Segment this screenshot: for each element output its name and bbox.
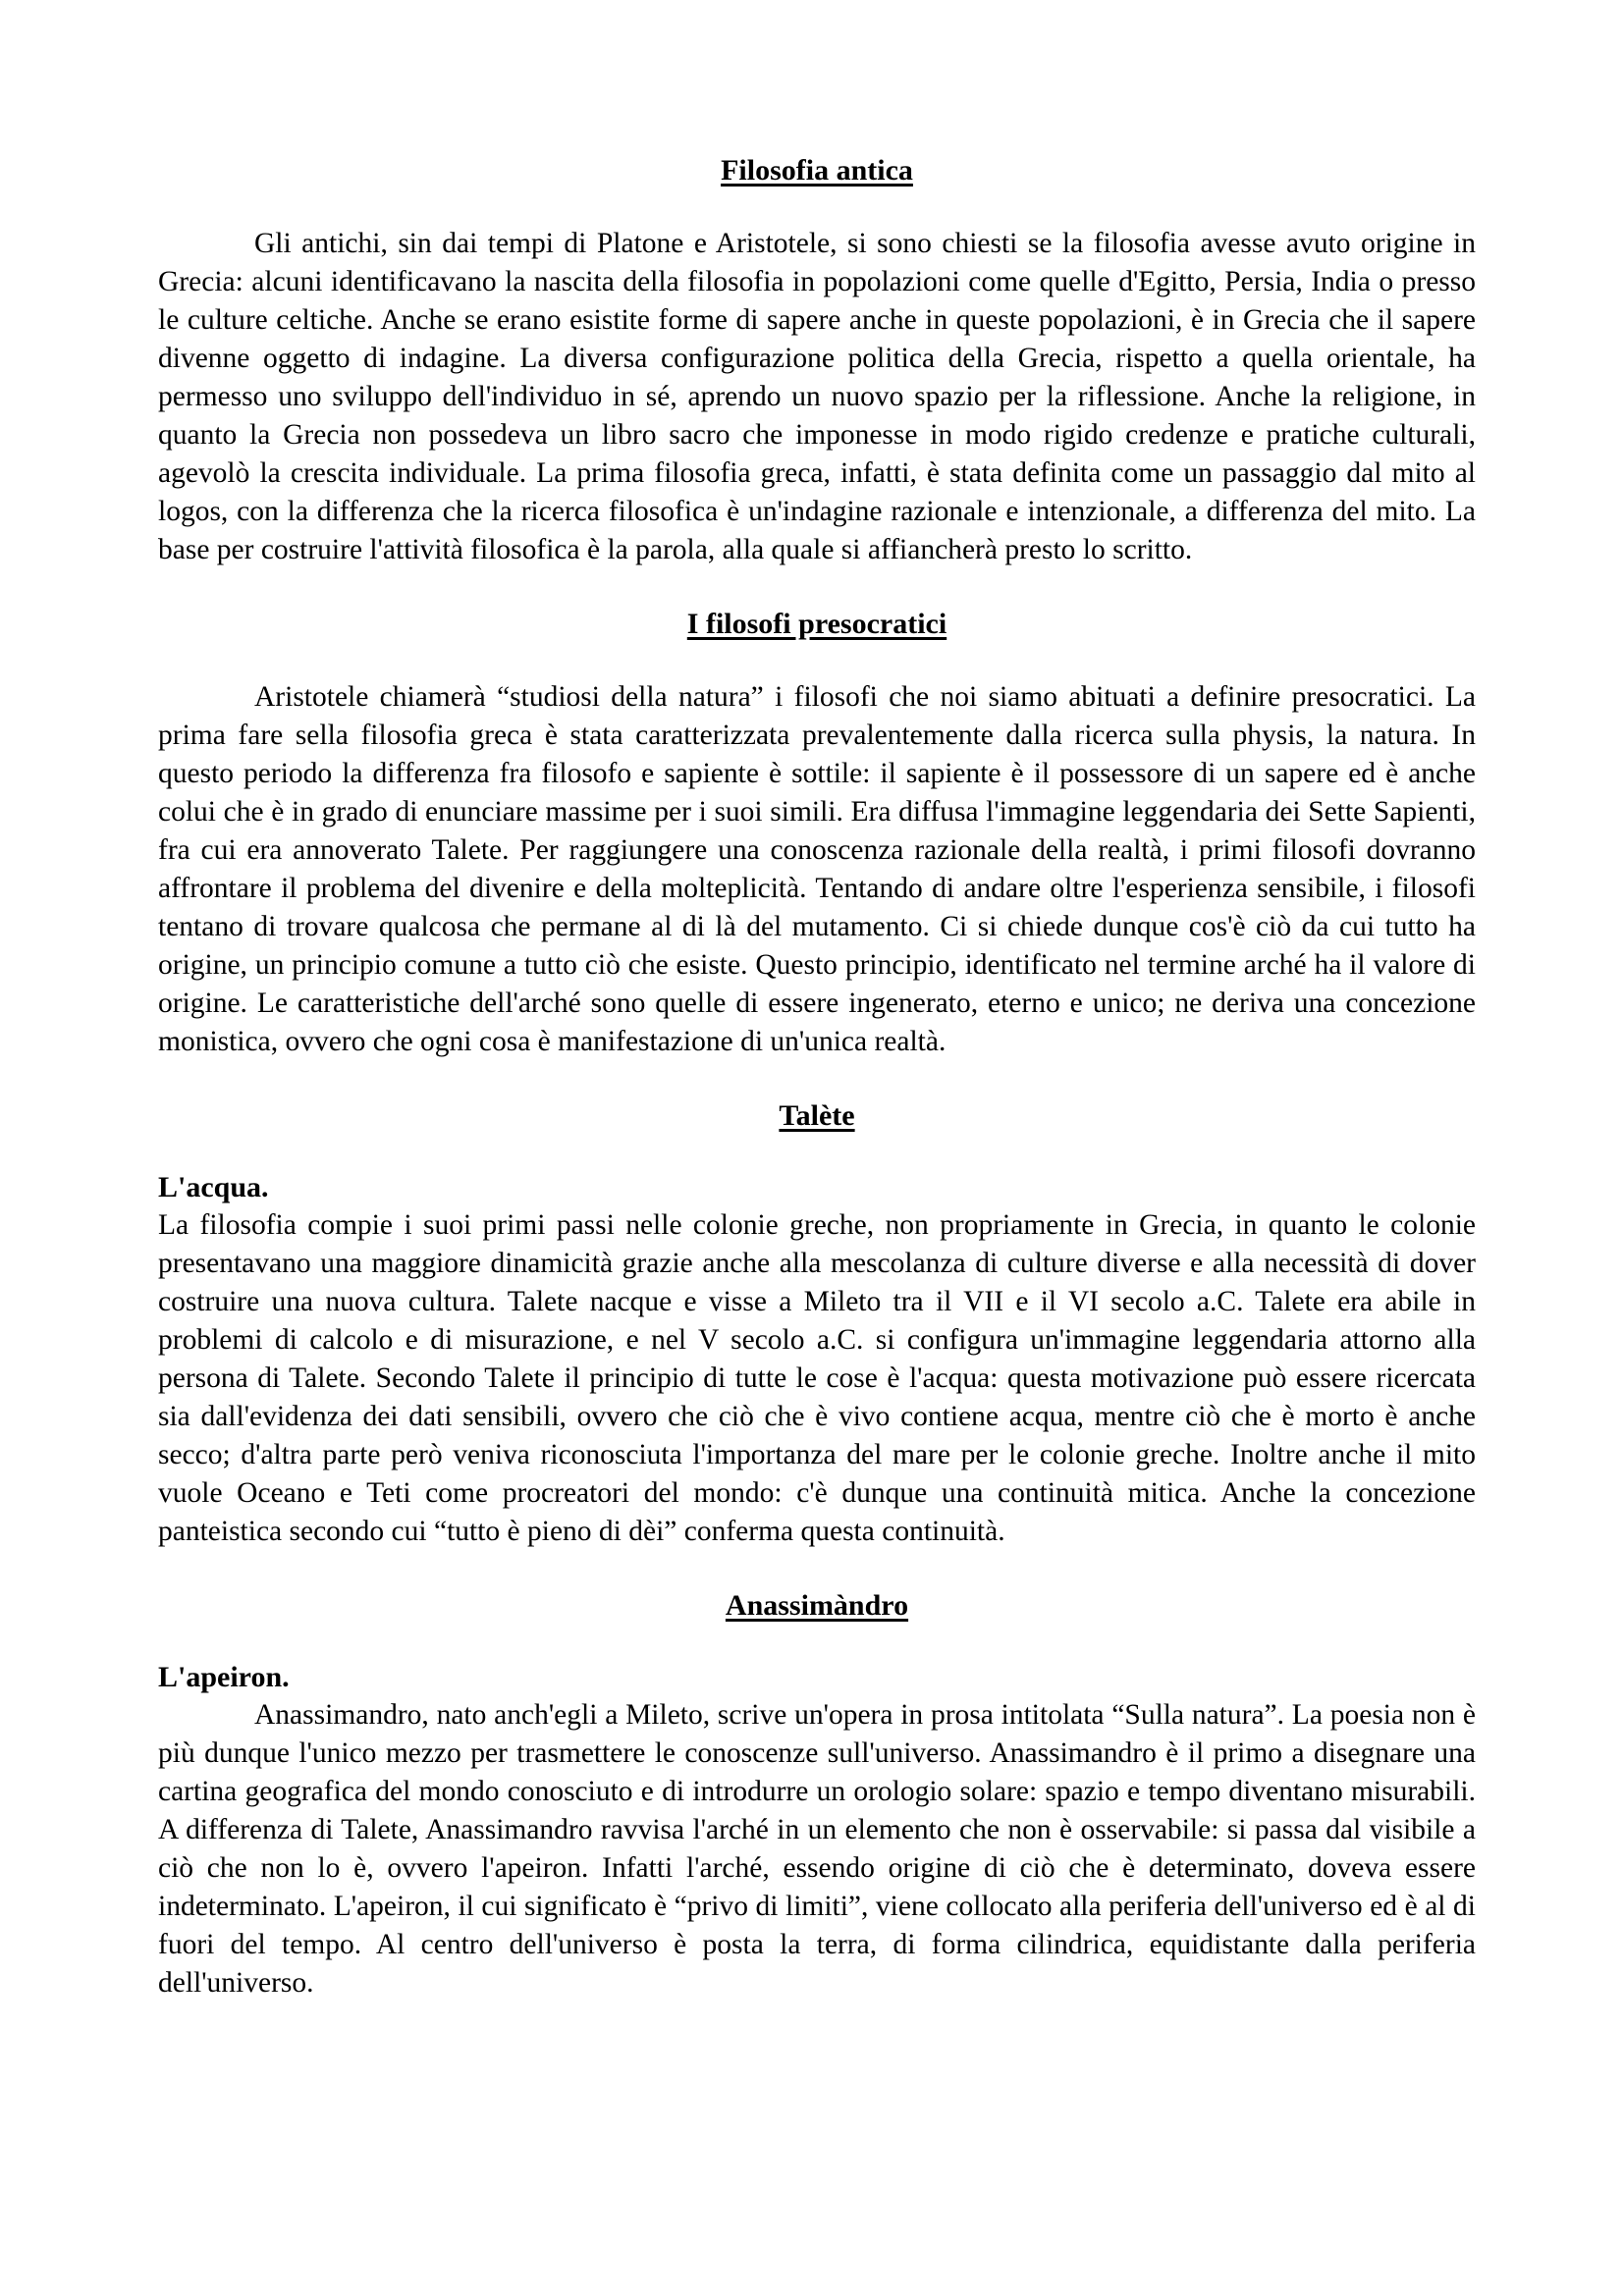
section-title-anassimandro: Anassimàndro [725, 1589, 909, 1622]
section-title-presocratici: I filosofi presocratici [686, 608, 947, 640]
paragraph-talete: La filosofia compie i suoi primi passi nelle colonie greche, non propriamente in Grecia, in quanto le colonie presentavano una maggiore dinamicità grazie anche alla mescolanza di culture diverse e alla necessità di dover costruire una nuova cultura. Talete nacque e visse a Mileto tra il VII e il VI secolo a.C. Talete era abile in problemi di calcolo e di misurazione, e nel V secolo a.C. si configura un'immagine leggendaria attorno alla persona di Talete. Secondo Talete il principio di tutte le cose è l'acqua: questa motivazione può essere ricercata sia dall'evidenza dei dati sensibili, ovvero che ciò che è vivo contiene acqua, mentre ciò che è morto è anche secco; d'altra parte però veniva riconosciuta l'importanza del mare per le colonie greche. Inoltre anche il mito vuole Oceano e Teti come procreatori del mondo: c'è dunque una continuità mitica. Anche la concezione panteistica secondo cui “tutto è pieno di dèi” conferma questa continuità. [158, 1209, 1476, 1547]
section-title-filosofia-antica: Filosofia antica [721, 154, 913, 187]
subheading-acqua: L'acqua. [158, 1171, 269, 1203]
paragraph-anassimandro: Anassimandro, nato anch'egli a Mileto, scrive un'opera in prosa intitolata “Sulla natura”. La poesia non è più dunque l'unico mezzo per trasmettere le conoscenze sull'universo. Anassimandro è il primo a disegnare una cartina geografica del mondo conosciuto e di introdurre un orologio solare: spazio e tempo diventano misurabili. A differenza di Talete, Anassimandro ravvisa l'arché in un elemento che non è osservabile: si passa dal visibile a ciò che non lo è, ovvero l'apeiron. Infatti l'arché, essendo origine di ciò che è determinato, doveva essere indeterminato. L'apeiron, il cui significato è “privo di limiti”, viene collocato alla periferia dell'universo ed è al di fuori del tempo. Al centro dell'universo è posta la terra, di forma cilindrica, equidistante dalla periferia dell'universo. [158, 1699, 1476, 1999]
paragraph-presocratici: Aristotele chiamerà “studiosi della natura” i filosofi che noi siamo abituati a definire presocratici. La prima fare sella filosofia greca è stata caratterizzata prevalentemente dalla ricerca sulla physis, la natura. In questo periodo la differenza fra filosofo e sapiente è sottile: il sapiente è il possessore di un sapere ed è anche colui che è in grado di enunciare massime per i suoi simili. Era diffusa l'immagine leggendaria dei Sette Sapienti, fra cui era annoverato Talete. Per raggiungere una conoscenza razionale della realtà, i primi filosofi dovranno affrontare il problema del divenire e della molteplicità. Tentando di andare oltre l'esperienza sensibile, i filosofi tentano di trovare qualcosa che permane al di là del mutamento. Ci si chiede dunque cos'è ciò da cui tutto ha origine, un principio comune a tutto ciò che esiste. Questo principio, identificato nel termine arché ha il valore di origine. Le caratteristiche dell'arché sono quelle di essere ingenerato, eterno e unico; ne deriva una concezione monistica, ovvero che ogni cosa è manifestazione di un'unica realtà. [158, 681, 1476, 1057]
section-title-talete: Talète [779, 1099, 855, 1132]
paragraph-filosofia-antica: Gli antichi, sin dai tempi di Platone e Aristotele, si sono chiesti se la filosofia avesse avuto origine in Grecia: alcuni identificavano la nascita della filosofia in popolazioni come quelle d'Egitto, Persia, India o presso le culture celtiche. Anche se erano esistite forme di sapere anche in queste popolazioni, è in Grecia che il sapere divenne oggetto di indagine. La diversa configurazione politica della Grecia, rispetto a quella orientale, ha permesso uno sviluppo dell'individuo in sé, aprendo un nuovo spazio per la riflessione. Anche la religione, in quanto la Grecia non possedeva un libro sacro che imponesse in modo rigido credenze e pratiche culturali, agevolò la crescita individuale. La prima filosofia greca, infatti, è stata definita come un passaggio dal mito al logos, con la differenza che la ricerca filosofica è un'indagine razionale e intenzionale, a differenza del mito. La base per costruire l'attività filosofica è la parola, alla quale si affiancherà presto lo scritto. [158, 228, 1476, 565]
subheading-apeiron: L'apeiron. [158, 1661, 290, 1693]
